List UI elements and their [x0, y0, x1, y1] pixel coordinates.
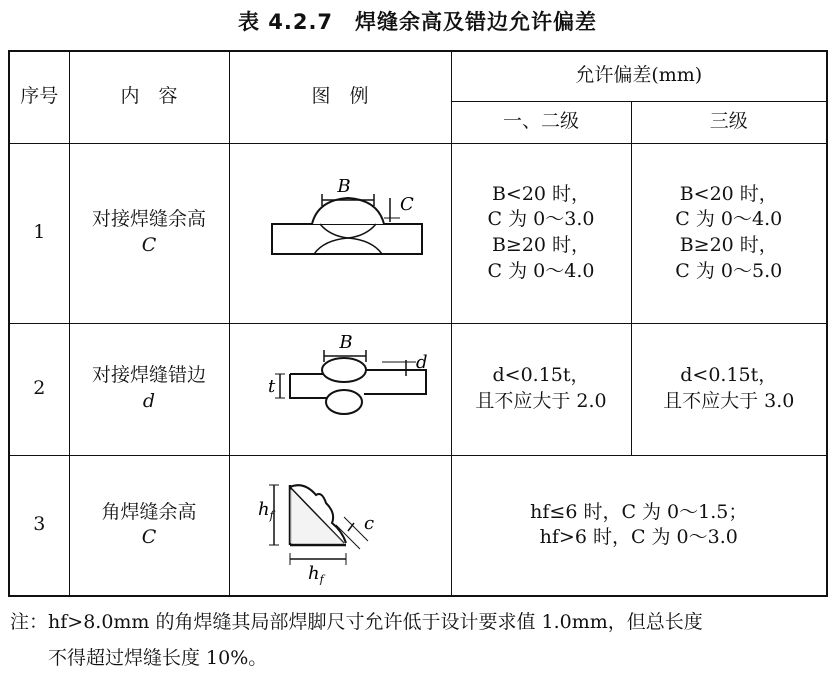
figure-label-c: C — [400, 194, 414, 215]
table-row — [9, 455, 827, 596]
tolerance-line: B≥20 时， — [679, 234, 778, 256]
table-note — [10, 604, 830, 676]
header-grade3: 三级 — [631, 101, 827, 143]
tolerance-line: B≥20 时， — [491, 234, 591, 256]
row-seq: 2 — [9, 323, 69, 455]
tolerance-line: 且不应大于 3.0 — [663, 390, 795, 412]
row-symbol: C — [141, 234, 157, 256]
table-caption: 焊缝余高及错边允许偏差 — [355, 10, 598, 34]
figure-label-hf: $h_f$ — [258, 499, 274, 523]
row-symbol: C — [141, 526, 157, 549]
table-row — [9, 323, 827, 455]
row-seq: 3 — [9, 455, 69, 596]
merged-tolerance — [451, 455, 827, 596]
butt-weld-misalignment-figure — [229, 323, 451, 455]
row-name: 对接焊缝错边 — [91, 364, 206, 387]
butt-weld-reinforcement-figure — [229, 143, 451, 323]
tolerance-line: hf>6 时，C 为 0～3.0 — [539, 526, 738, 549]
note-line-2: 不得超过焊缝长度 10%。 — [48, 647, 268, 669]
row-name: 对接焊缝余高 — [91, 208, 206, 231]
grade3-tolerance — [631, 143, 827, 323]
tolerance-line: B<20 时， — [679, 182, 778, 205]
figure-label-b: B — [337, 178, 351, 197]
header-content: 内 容 — [69, 51, 229, 143]
figure-label-c: c — [364, 513, 375, 535]
tolerance-line: C 为 0～4.0 — [675, 208, 783, 231]
grade3-tolerance — [631, 323, 827, 455]
header-grade12: 一、二级 — [451, 101, 631, 143]
header-row — [9, 51, 827, 101]
row-content — [69, 455, 229, 596]
table-number: 表 4.2.7 — [237, 10, 334, 34]
note-line-1: 注：hf>8.0mm 的角焊缝其局部焊脚尺寸允许低于设计要求值 1.0mm，但总长度 — [10, 611, 703, 633]
tolerance-line: hf≤6 时，C 为 0～1.5； — [530, 500, 748, 523]
tolerance-line: d<0.15t， — [492, 364, 590, 387]
figure-label-t: t — [268, 376, 276, 397]
table-title — [0, 6, 835, 36]
row-content — [69, 323, 229, 455]
tolerance-line: C 为 0～4.0 — [487, 259, 595, 282]
fillet-weld-reinforcement-figure — [229, 455, 451, 596]
tolerance-line: C 为 0～3.0 — [487, 208, 595, 231]
figure-label-hf-bottom: $h_f$ — [308, 563, 324, 586]
tolerance-line: d<0.15t， — [680, 364, 778, 387]
tolerance-line: 且不应大于 2.0 — [475, 390, 607, 412]
table-row — [9, 143, 827, 323]
row-content — [69, 143, 229, 323]
grade12-tolerance — [451, 143, 631, 323]
header-figure: 图 例 — [229, 51, 451, 143]
figure-label-d: d — [416, 352, 428, 373]
row-name: 角焊缝余高 — [101, 500, 197, 523]
tolerance-line: C 为 0～5.0 — [675, 259, 783, 282]
tolerance-table — [8, 50, 828, 597]
row-symbol: d — [142, 390, 156, 412]
header-seq: 序号 — [9, 51, 69, 143]
grade12-tolerance — [451, 323, 631, 455]
tolerance-line: B<20 时， — [491, 182, 591, 205]
header-tolerance: 允许偏差(mm) — [451, 51, 827, 101]
figure-label-b: B — [339, 334, 353, 353]
row-seq: 1 — [9, 143, 69, 323]
